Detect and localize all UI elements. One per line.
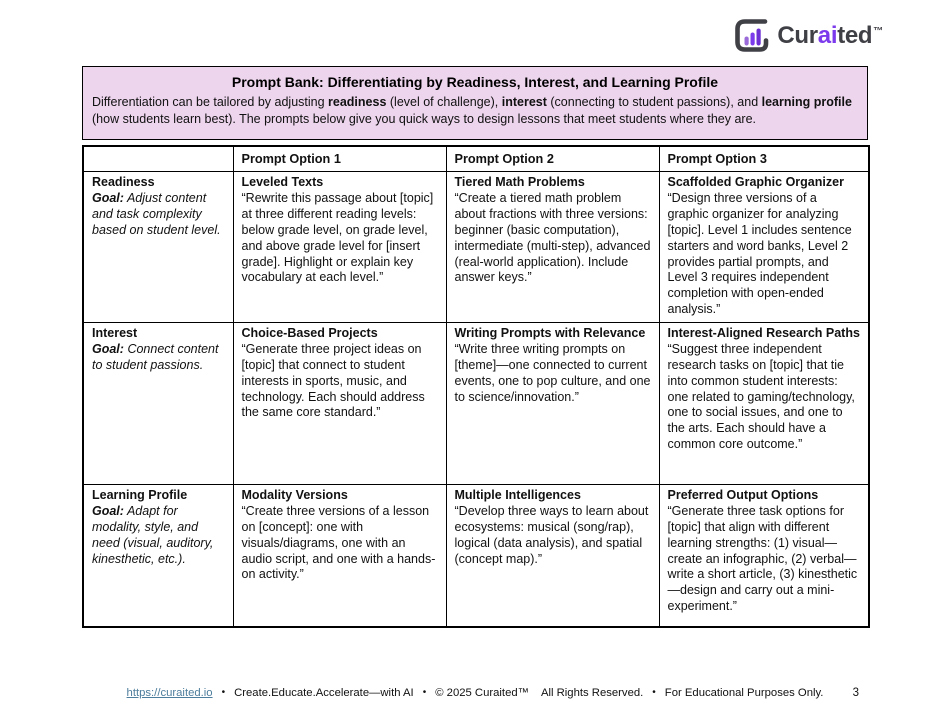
bar-chart-logo-icon [733, 17, 770, 54]
prompt-cell [446, 172, 659, 323]
prompt-body: “Rewrite this passage about [topic] at three different reading levels: below grade level, on grade level, and above grade level for [insert grade]. Highlight or explain key vocabulary at each level.” [241, 191, 434, 285]
goal-label: Goal: [92, 341, 124, 356]
logo-text-accent: ai [817, 21, 838, 49]
logo-wordmark [777, 21, 883, 49]
prompt-title: Leveled Texts [241, 175, 324, 190]
category-goal [92, 191, 225, 239]
prompt-body: “Design three versions of a graphic organizer for analyzing [topic]. Level 1 includes sentence starters and word banks, Level 2 provides partial prompts, and Level 3 requires independent completion with open-ended analysis.” [667, 191, 852, 317]
footer-purpose: For Educational Purposes Only. [664, 687, 824, 699]
prompt-cell [446, 485, 659, 627]
bullet-separator: • [221, 687, 226, 698]
prompt-body: “Develop three ways to learn about ecosystems: musical (song/rap), logical (data analysis), and spatial (concept map).” [454, 503, 649, 566]
prompt-bank-table [82, 145, 870, 628]
goal-label: Goal: [92, 191, 124, 205]
copyright-text: © 2025 Curaited™ [435, 687, 529, 699]
banner-text-segment: (level of challenge), [386, 95, 502, 109]
prompt-body: “Create three versions of a lesson on [concept]: one with visuals/diagrams, one with an audio script, and one with a hands-on activity.” [241, 503, 436, 582]
prompt-cell [233, 172, 446, 323]
goal-text: Adapt for modality, style, and need (visual, auditory, kinesthetic, etc.). [92, 503, 214, 566]
prompt-body: “Create a tiered math problem about fractions with three versions: beginner (basic computation), intermediate (multi-step), advanced (real-world application). Include answer keys.” [454, 191, 651, 285]
prompt-title: Interest-Aligned Research Paths [667, 326, 860, 340]
prompt-cell [659, 172, 869, 323]
bullet-separator: • [652, 687, 656, 698]
category-cell [83, 323, 233, 485]
banner-text-segment: Differentiation can be tailored by adjusting [92, 95, 329, 109]
banner-bold-interest: interest [501, 95, 547, 109]
prompt-title: Modality Versions [241, 488, 348, 502]
rights-text: All Rights Reserved. [540, 687, 644, 699]
table-row-readiness [83, 172, 869, 323]
table-row-interest [83, 323, 869, 485]
prompt-title: Multiple Intelligences [454, 488, 581, 502]
banner-text-segment: (how students learn best). The prompts below give you quick ways to design lessons that meet students where they are. [92, 111, 757, 126]
category-goal [92, 342, 225, 374]
banner-text-segment: (connecting to student passions), and [546, 95, 762, 109]
goal-text: Adjust content and task complexity based on student level. [92, 191, 221, 237]
prompt-body: “Suggest three independent research tasks on [topic] that tie into common student interests: one related to gaming/technology, one to social issues, and one to the arts. Each should have a common core outcome.” [667, 341, 855, 452]
logo-text-post: ted [837, 21, 873, 49]
prompt-cell [659, 323, 869, 485]
prompt-body: “Generate three project ideas on [topic] that connect to student interests in sports, music, and technology. Each should address the same core standard.” [241, 341, 425, 420]
header-prompt-option-2: Prompt Option 2 [446, 146, 659, 172]
bullet-separator: • [422, 687, 427, 698]
header-prompt-option-3: Prompt Option 3 [659, 146, 869, 172]
trademark-symbol: ™ [873, 25, 883, 37]
prompt-title: Tiered Math Problems [454, 175, 585, 190]
page-title: Prompt Bank: Differentiating by Readiness, Interest, and Learning Profile [231, 74, 719, 90]
goal-text: Connect content to student passions. [92, 341, 219, 372]
banner-bold-readiness: readiness [328, 95, 387, 109]
category-cell [83, 485, 233, 627]
prompt-body: “Write three writing prompts on [theme]—one connected to current events, one to pop culture, and one to science/innovation.” [454, 341, 651, 404]
logo-text-pre: Cur [777, 21, 818, 49]
prompt-title: Scaffolded Graphic Organizer [667, 175, 844, 190]
prompt-title: Preferred Output Options [667, 488, 819, 502]
category-cell [83, 172, 233, 323]
header-prompt-option-1: Prompt Option 1 [233, 146, 446, 172]
page-footer [82, 687, 868, 699]
header-banner [82, 66, 868, 140]
prompt-cell [446, 323, 659, 485]
goal-label: Goal: [92, 503, 124, 518]
banner-bold-learning-profile: learning profile [761, 95, 852, 109]
table-header-row [83, 146, 869, 172]
page-number: 3 [852, 687, 859, 699]
table-row-learning-profile [83, 485, 869, 627]
prompt-body: “Generate three task options for [topic] that align with different learning strengths: (1) visual—create an infographic, (2) verbal—write a short article, (3) kinesthetic—design and carry out a mini-experiment.” [667, 503, 858, 614]
curaited-logo [733, 17, 883, 54]
category-name: Interest [92, 326, 138, 340]
footer-tagline: Create.Educate.Accelerate—with AI [234, 687, 414, 699]
curaited-link[interactable]: https://curaited.io [126, 687, 213, 699]
prompt-title: Choice-Based Projects [241, 326, 378, 340]
category-name: Readiness [92, 175, 155, 190]
prompt-cell [233, 323, 446, 485]
prompt-cell [659, 485, 869, 627]
banner-description [83, 94, 867, 127]
prompt-cell [233, 485, 446, 627]
category-goal [92, 504, 225, 568]
category-name: Learning Profile [92, 488, 188, 502]
prompt-title: Writing Prompts with Relevance [454, 326, 646, 340]
header-cell-empty [83, 146, 233, 172]
footer-copyright-group [435, 687, 643, 699]
